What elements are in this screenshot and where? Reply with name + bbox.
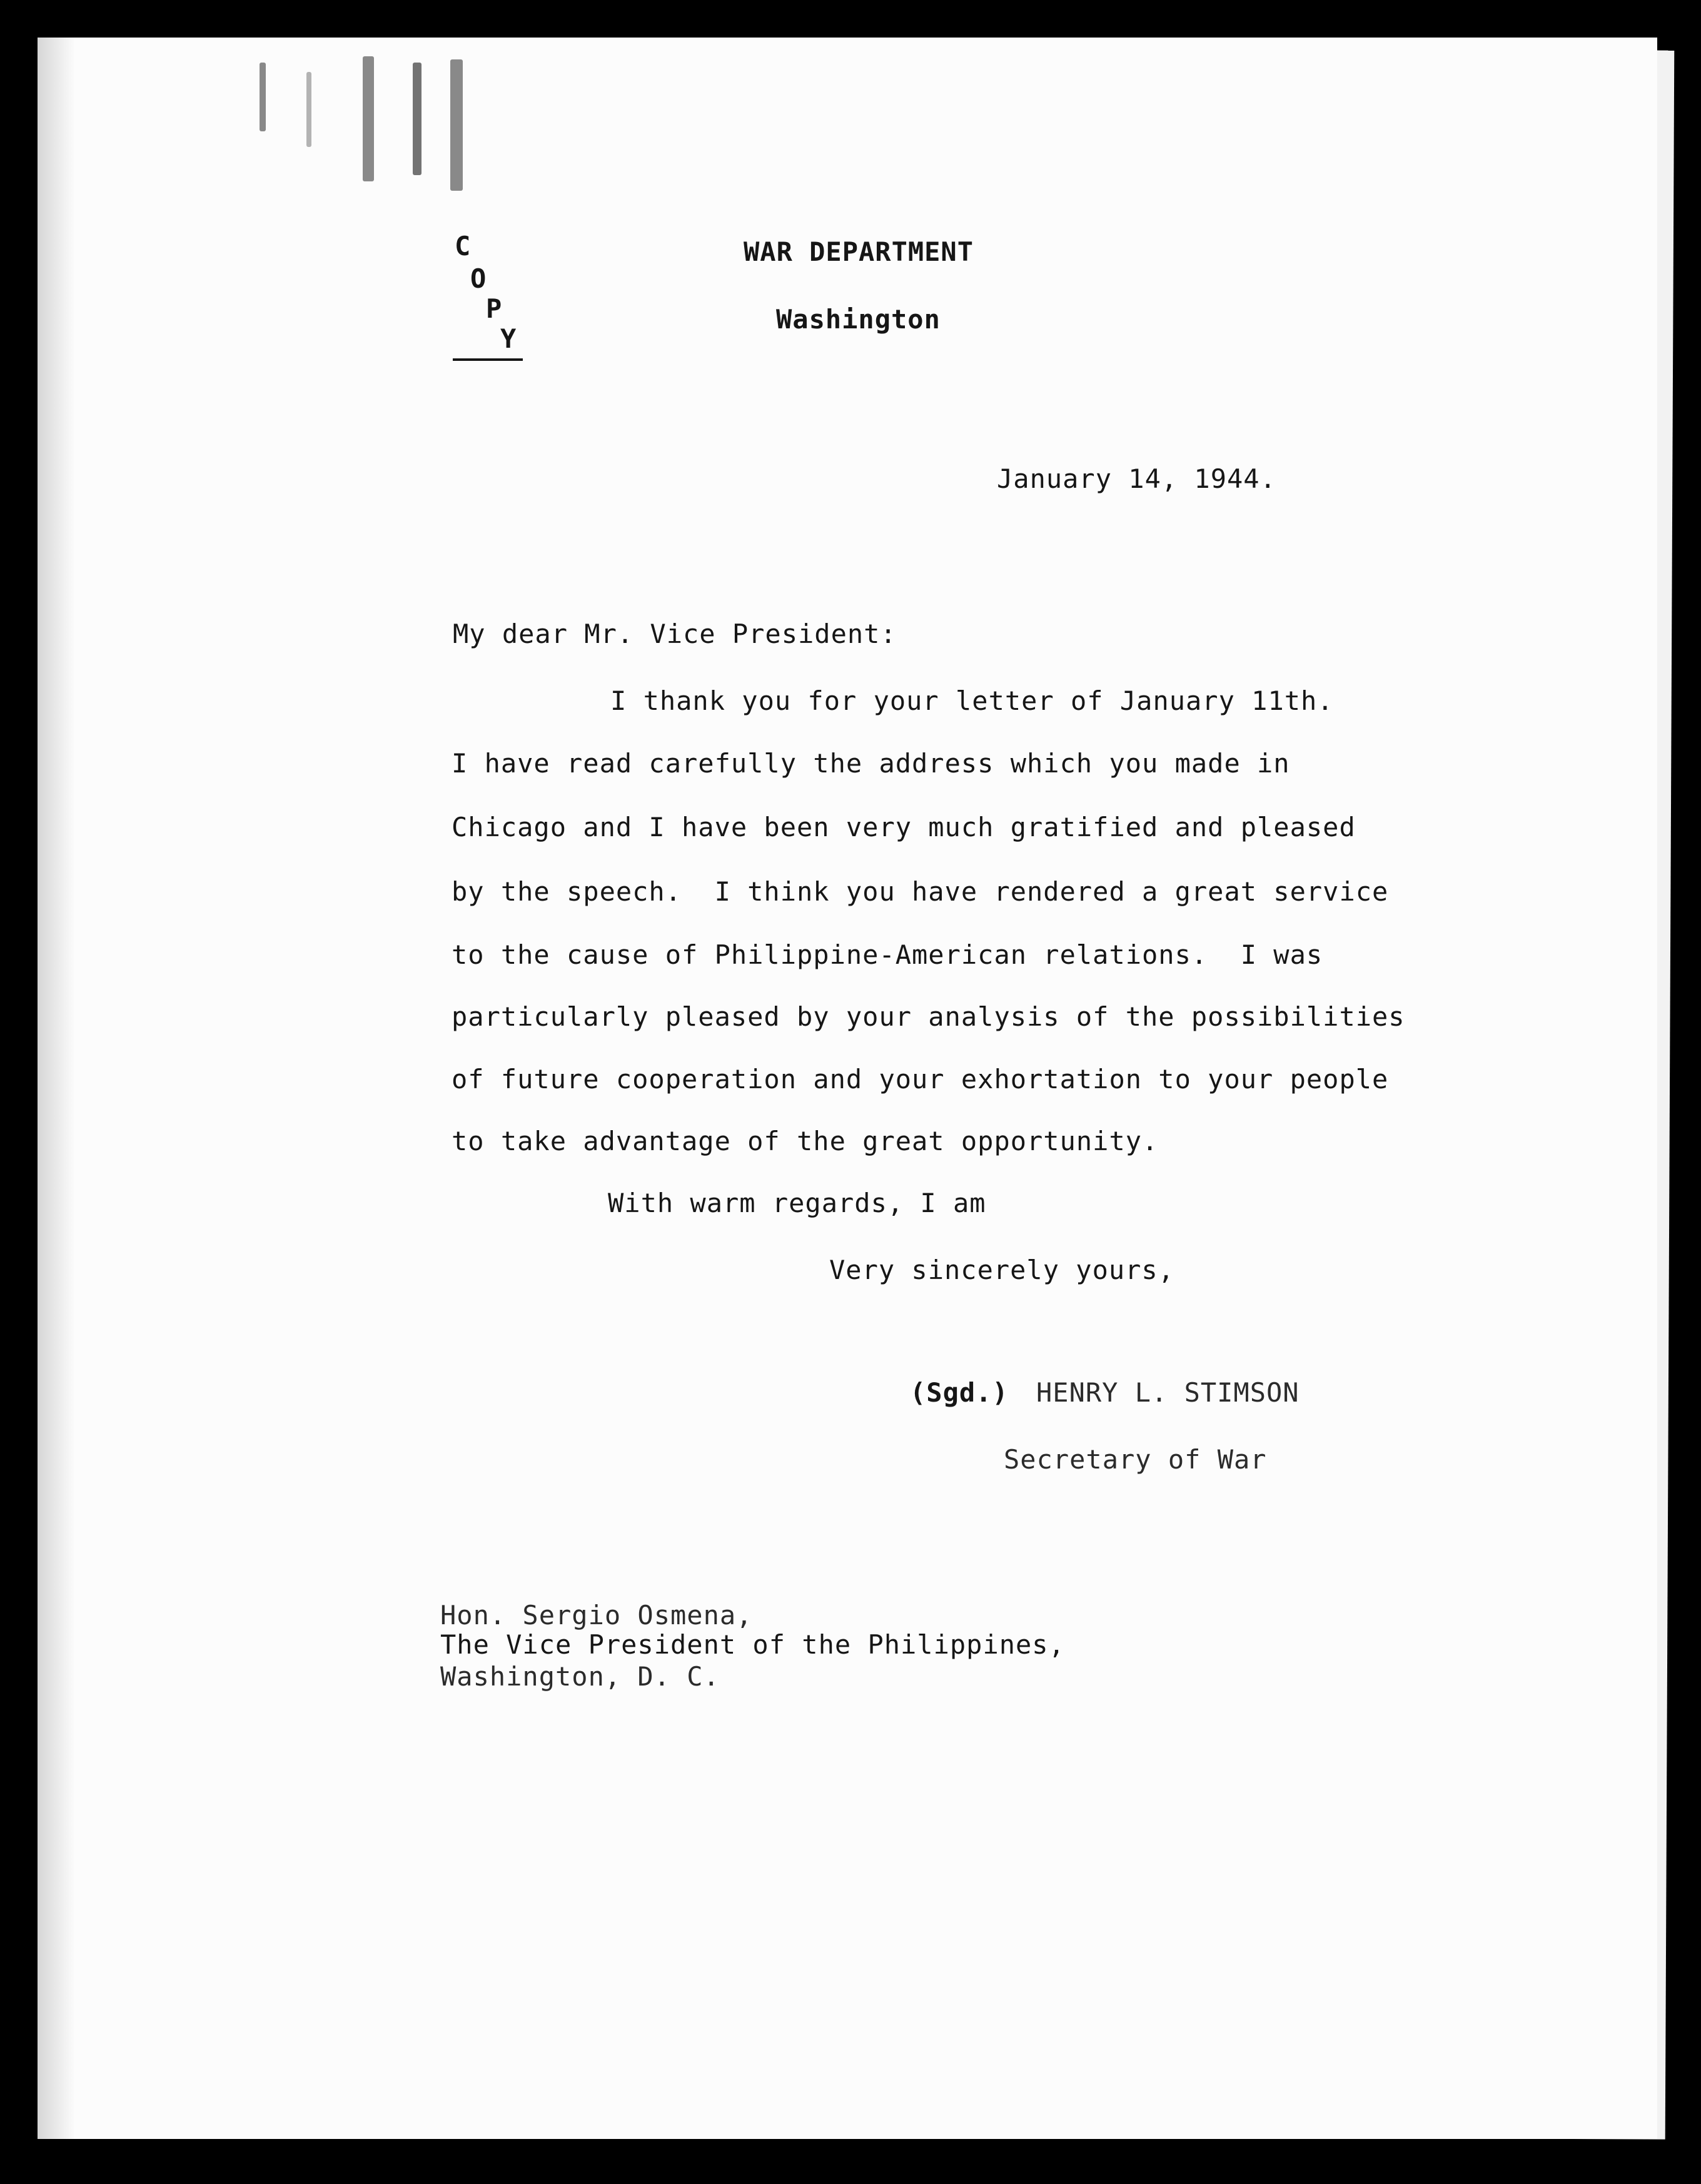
- letterhead-department: WAR DEPARTMENT: [744, 236, 974, 267]
- letterhead-city: Washington: [776, 304, 941, 335]
- signature-prefix: (Sgd.): [910, 1377, 1009, 1408]
- regards-line: With warm regards, I am: [608, 1188, 986, 1218]
- signature-title: Secretary of War: [1004, 1444, 1267, 1475]
- addressee-line-2: The Vice President of the Philippines,: [440, 1629, 1065, 1660]
- scan-smudge: [450, 59, 463, 191]
- copy-underline: [453, 358, 523, 361]
- body-line: Chicago and I have been very much gratified and pleased: [452, 812, 1356, 842]
- letter-date: January 14, 1944.: [997, 463, 1276, 494]
- addressee-line-1: Hon. Sergio Osmena,: [440, 1600, 753, 1630]
- body-line: of future cooperation and your exhortation to your people: [452, 1064, 1389, 1095]
- scan-smudge: [306, 72, 311, 147]
- copy-letter-c: C: [455, 231, 472, 261]
- body-line: by the speech. I think you have rendered a great service: [452, 876, 1389, 907]
- body-line: particularly pleased by your analysis of the possibilities: [452, 1001, 1405, 1032]
- signature-name: HENRY L. STIMSON: [1036, 1377, 1300, 1408]
- body-line: to take advantage of the great opportunity.: [452, 1126, 1159, 1156]
- closing-line: Very sincerely yours,: [829, 1255, 1175, 1285]
- body-line: I thank you for your letter of January 11th.: [610, 685, 1334, 716]
- scan-smudge: [363, 56, 374, 181]
- scan-smudge: [413, 63, 421, 175]
- scan-smudge: [260, 63, 266, 131]
- page-edge-shadow: [38, 38, 75, 2139]
- salutation: My dear Mr. Vice President:: [453, 619, 897, 649]
- addressee-line-3: Washington, D. C.: [440, 1661, 720, 1692]
- body-line: to the cause of Philippine-American relations. I was: [452, 939, 1323, 970]
- body-line: I have read carefully the address which you made in: [452, 748, 1290, 779]
- copy-letter-o: O: [470, 263, 487, 294]
- copy-letter-p: P: [486, 293, 503, 324]
- copy-letter-y: Y: [500, 323, 517, 354]
